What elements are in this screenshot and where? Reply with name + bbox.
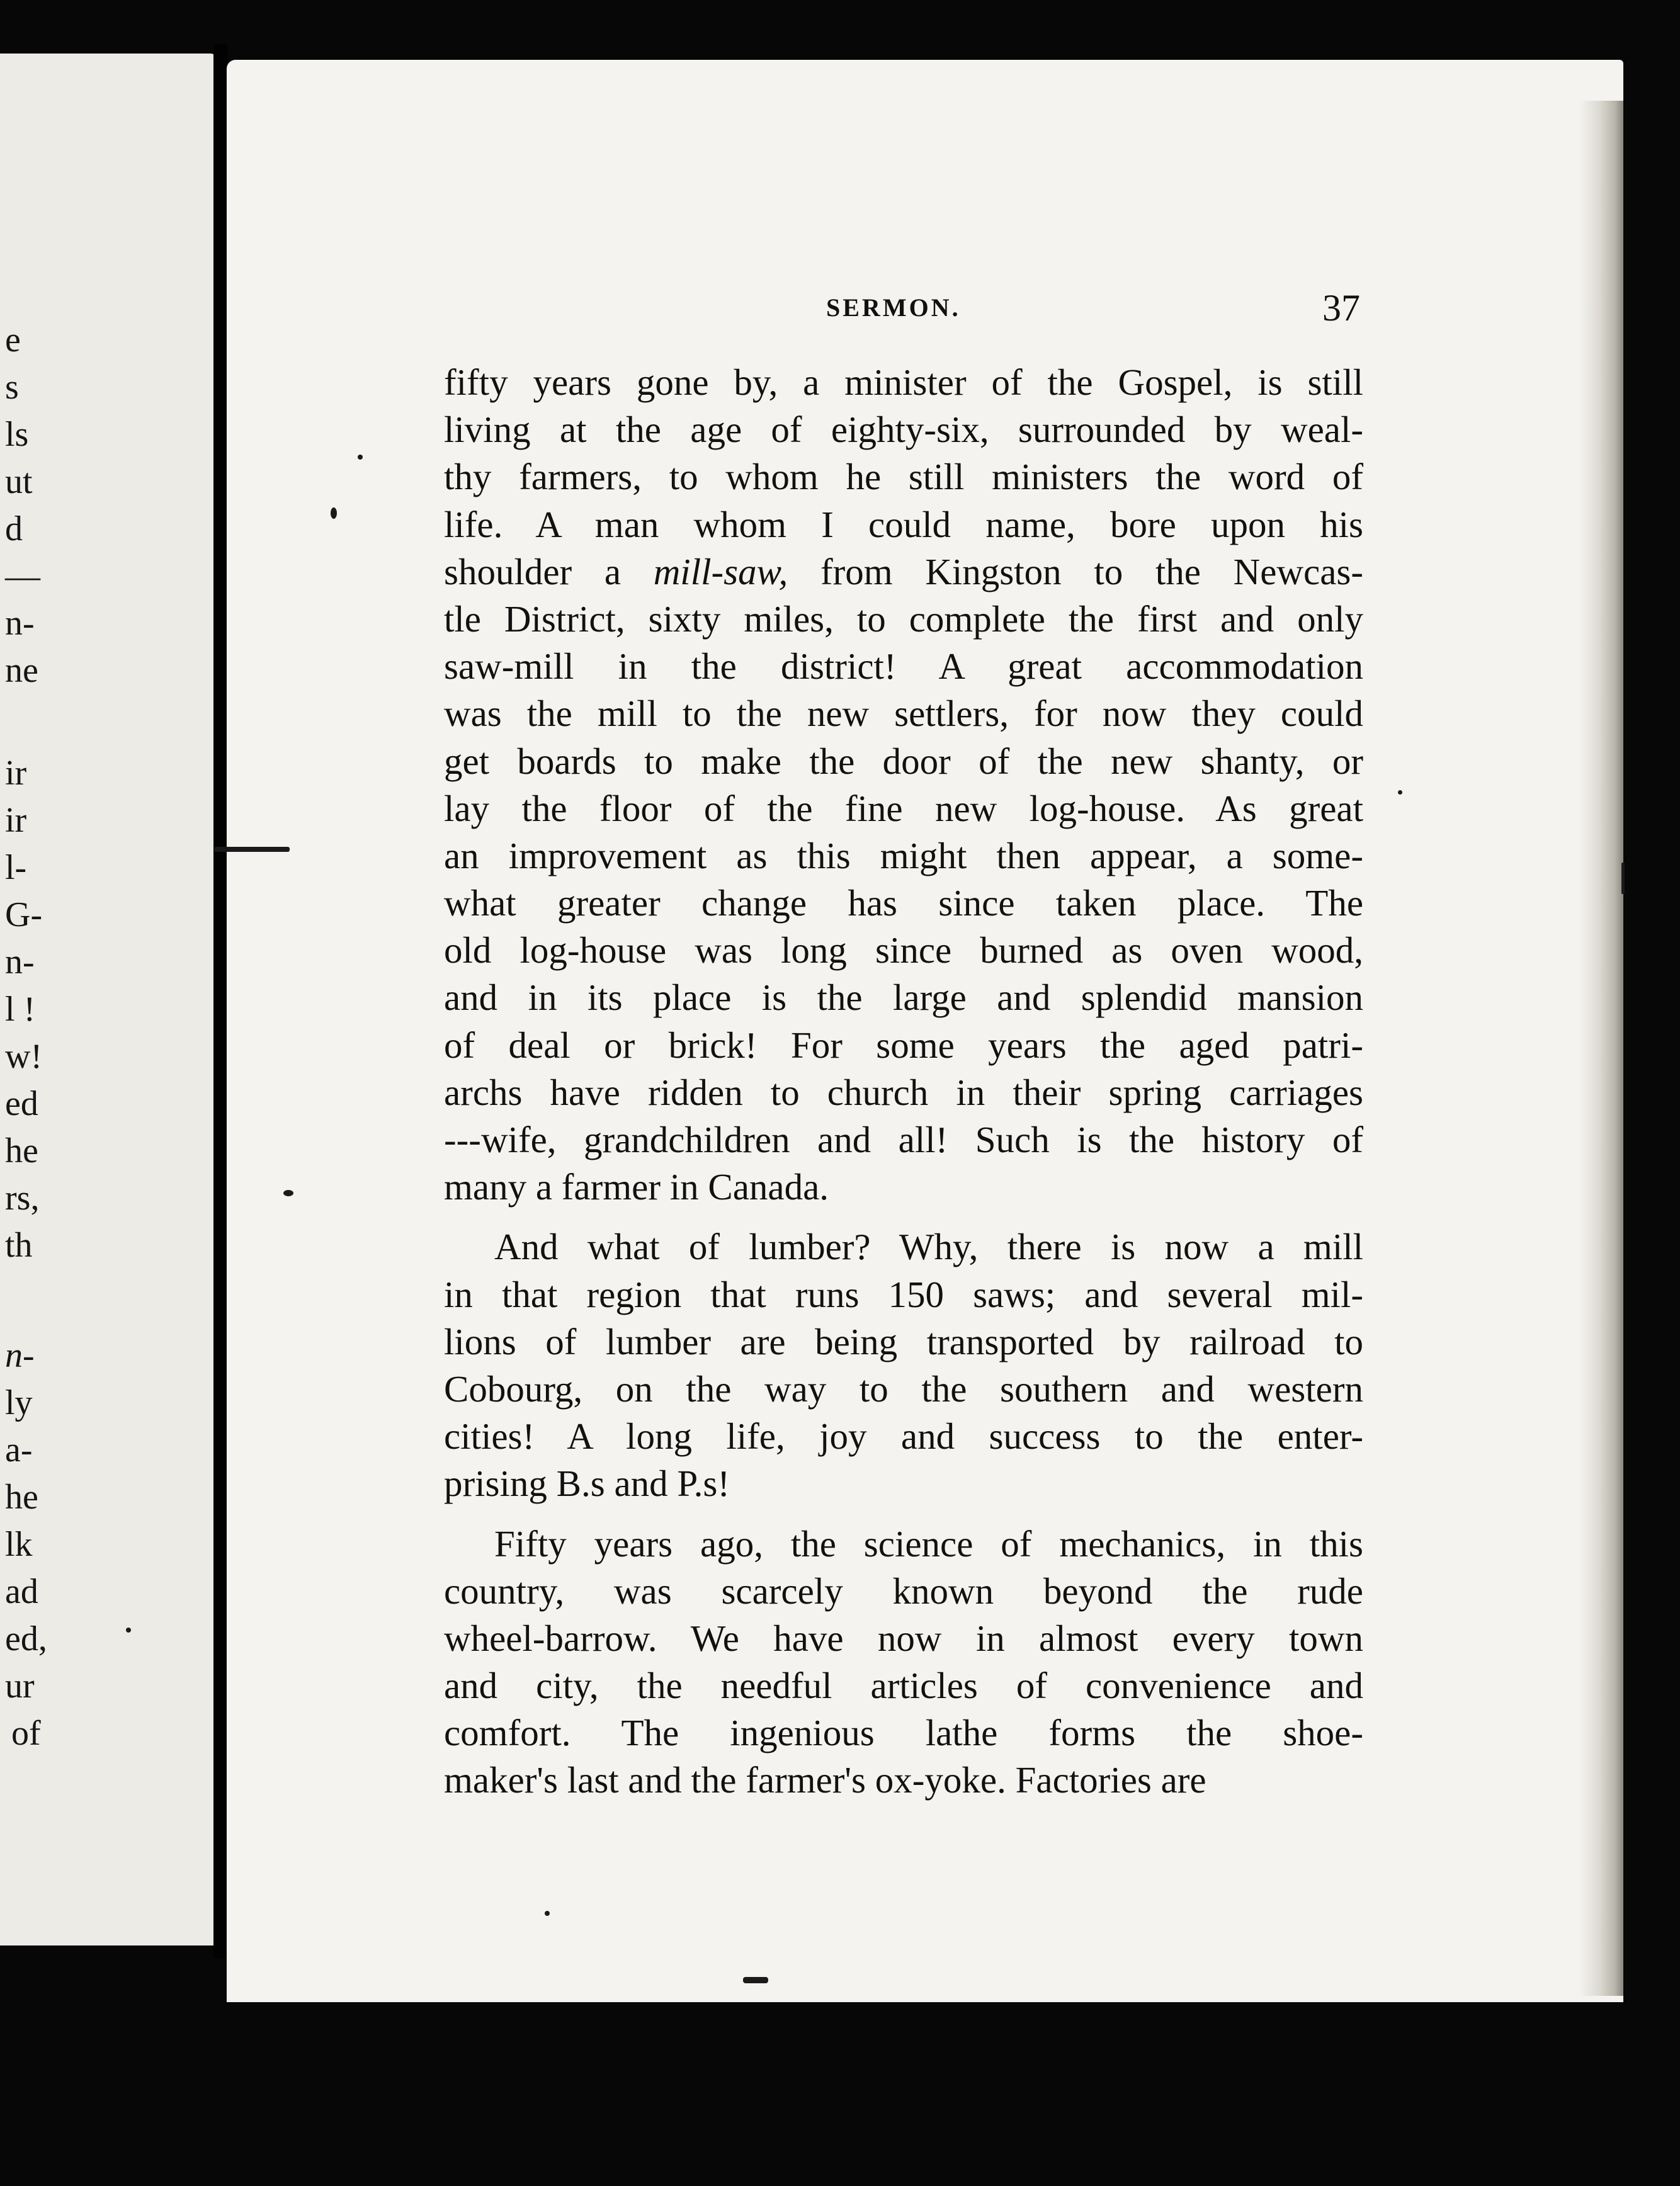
left-fragment: ur [5,1667,35,1706]
text-line: what greater change has since taken place. The [444,882,1363,924]
left-fragment: ly [5,1383,33,1422]
left-fragment: s [5,368,19,407]
text-line: tle District, sixty miles, to complete the first and only [444,597,1363,640]
text-line: in that region that runs 150 saws; and several mil- [444,1273,1363,1315]
text-line: comfort. The ingenious lathe forms the shoe- [444,1712,1363,1754]
page-edge-shadow [1579,101,1623,1996]
left-fragment: l- [5,848,27,887]
text-line: maker's last and the farmer's ox-yoke. Factories are [444,1759,1206,1801]
left-fragment: e [5,320,21,360]
text-line: living at the age of eighty-six, surrounded by weal- [444,409,1363,451]
left-fragment: of [11,1714,41,1753]
left-fragment: th [5,1226,33,1265]
running-head [441,286,1360,337]
text-line: saw-mill in the district! A great accommodation [444,645,1363,688]
text-segment: shoulder a [444,550,654,592]
text-line [444,548,1363,596]
text-line: and city, the needful articles of convenience and [444,1665,1363,1707]
left-fragment: n- [5,1336,35,1375]
scan-speck [283,1190,293,1196]
text-line: prising B.s and P.s! [444,1463,730,1505]
text-line: old log-house was long since burned as oven wood, [444,929,1363,971]
text-line: And what of lumber? Why, there is now a mill [494,1226,1363,1268]
left-fragment: l ! [5,990,36,1029]
text-line: Cobourg, on the way to the southern and western [444,1368,1363,1410]
text-line: wheel-barrow. We have now in almost every town [444,1617,1363,1659]
left-page-text-fragments [0,0,63,2186]
left-fragment: a- [5,1430,33,1470]
left-fragment: — [5,557,40,596]
scan-speck [214,847,290,852]
scan-speck [331,507,337,519]
running-title: SERMON. [826,293,961,322]
text-line: fifty years gone by, a minister of the Gospel, is still [444,361,1363,403]
scan-speck [126,1628,131,1633]
text-line: archs have ridden to church in their spring carriages [444,1071,1363,1113]
text-line: cities! A long life, joy and success to the enter- [444,1415,1363,1458]
text-line: lions of lumber are being transported by railroad to [444,1320,1363,1362]
left-fragment: ne [5,651,38,690]
left-fragment: ed, [5,1619,47,1658]
text-line: lay the floor of the fine new log-house. As great [444,787,1363,829]
left-fragment: n- [5,943,35,982]
text-line: an improvement as this might then appear, a some- [444,834,1363,876]
text-line: thy farmers, to whom he still ministers the word of [444,456,1363,498]
text-line: get boards to make the door of the new shanty, or [444,740,1363,782]
book-gutter [213,44,227,1958]
left-fragment: he [5,1478,38,1517]
left-fragment: ir [5,801,27,840]
left-fragment: d [5,509,23,548]
text-line: Fifty years ago, the science of mechanics, in this [494,1522,1363,1565]
italic-term: mill-saw, [653,550,788,592]
paragraph-gap [444,1508,1363,1521]
scan-speck [1621,863,1625,894]
left-fragment: ir [5,754,27,793]
text-line: life. A man whom I could name, bore upon his [444,503,1363,545]
scan-speck [743,1977,768,1983]
left-fragment: rs, [5,1179,40,1218]
left-fragment: ed [5,1084,38,1123]
text-line: ---wife, grandchildren and all! Such is the history of [444,1119,1363,1160]
left-fragment: ls [5,415,29,454]
paragraph-gap [444,1211,1363,1223]
left-fragment: lk [5,1525,33,1564]
left-fragment: ad [5,1572,38,1611]
scan-speck [358,455,363,460]
text-line: many a farmer in Canada. [444,1166,829,1208]
left-fragment: ut [5,462,33,501]
page-number: 37 [1322,287,1360,329]
left-fragment: G- [5,895,43,934]
scan-speck [545,1911,550,1916]
scan-speck [1398,790,1402,795]
text-segment: from Kingston to the Newcas- [788,550,1363,592]
text-line: was the mill to the new settlers, for now they could [444,693,1363,735]
text-line: country, was scarcely known beyond the rude [444,1570,1363,1612]
text-line: of deal or brick! For some years the aged patri- [444,1024,1363,1066]
left-fragment: he [5,1131,38,1170]
left-fragment: n- [5,604,35,643]
body-text [444,359,1363,1804]
text-line: and in its place is the large and splendid mansion [444,977,1363,1019]
left-fragment: w! [5,1037,43,1076]
